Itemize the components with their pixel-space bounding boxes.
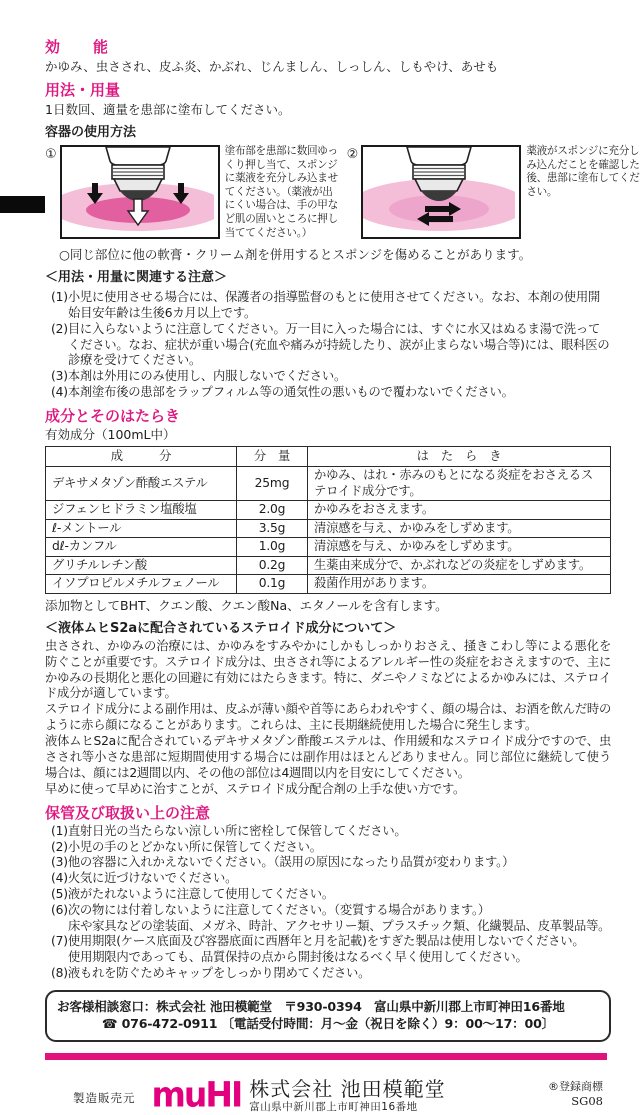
storage-item-sub: 使用期限内であっても、品質保持の点から開封後はなるべく早く使用してください。 <box>68 950 528 965</box>
ingredient-name: イソプロピルメチルフェノール <box>46 575 237 594</box>
ingredient-amount: 3.5g <box>237 519 308 538</box>
section-usage-precautions <box>45 269 611 401</box>
dosage-heading: 用法・用量 <box>45 81 121 99</box>
section-container-usage <box>45 124 640 263</box>
col-header-effect: は た ら き <box>308 446 611 467</box>
company-address: 富山県中新川郡上市町神田16番地 <box>249 1100 418 1113</box>
container-usage-steps <box>45 145 640 240</box>
storage-item: (8)液もれを防ぐためキャップをしっかり閉めてください。 <box>51 965 371 980</box>
section-ingredients <box>45 407 611 614</box>
applicator-apply-illustration <box>361 145 521 239</box>
table-row <box>46 538 611 557</box>
ingredient-name: グリチルレチン酸 <box>46 556 237 575</box>
registered-trademark-label: ®登録商標 <box>548 1079 603 1093</box>
dosage-body: 1日数回、適量を患部に塗布してください。 <box>45 102 291 117</box>
steroid-paragraph: 液体ムヒS2aに配合されているデキサメタゾン酢酸エステルは、作用緩和なステロイド成分ですので、虫さされ等小さな患部に短期間使用する場合には副作用はほとんどありません。同じ部位に継続して使う場合は、顔には2週間以内、その他の部位は4週間以内を目安にしてください。 <box>45 734 611 780</box>
step-1-number: ① <box>45 147 57 162</box>
col-header-ingredient: 成 分 <box>46 446 237 467</box>
ingredients-heading: 成分とそのはたらき <box>45 406 181 425</box>
storage-item: (4)火気に近づけないでください。 <box>51 871 238 886</box>
customer-service-line2: ☎ 076-472-0911 〔電話受付時間：月～金（祝日を除く）9：00～17：00〕 <box>101 1016 555 1032</box>
table-row <box>46 501 611 520</box>
seller-label: 製造販売元 <box>73 1090 136 1105</box>
ingredient-amount: 0.2g <box>237 556 308 575</box>
ingredient-effect: かゆみ、はれ・赤みのもとになる炎症をおさえるステロイド成分です。 <box>308 467 611 501</box>
pink-separator-bar <box>45 1053 607 1060</box>
step-1-caption: 塗布部を患部に数回ゆっくり押し当て、スポンジに薬液を充分しみ込ませてください。（薬液が出にくい場合は、手の甲など肌の固いところに押し当ててください。） <box>224 145 338 239</box>
ingredient-name: デキサメタゾン酢酸エステル <box>46 467 237 501</box>
storage-item: (2)小児の手のとどかない所に保管してください。 <box>51 839 322 854</box>
usage-step-2 <box>347 145 640 239</box>
ingredient-effect: かゆみをおさえます。 <box>308 501 611 520</box>
storage-item: (1)直射日光の当たらない涼しい所に密栓して保管してください。 <box>51 823 407 838</box>
section-dosage <box>45 81 611 118</box>
storage-item-sub: 床や家具などの塗装面、メガネ、時計、アクセサリー類、プラスチック類、化繊製品、皮革製品等。 <box>68 918 611 933</box>
ingredient-amount: 1.0g <box>237 538 308 557</box>
applicator-press-icon <box>62 147 214 233</box>
ingredients-table <box>45 446 611 594</box>
steroid-paragraph: 虫さされ、かゆみの治療には、かゆみをすみやかにしかもしっかりおさえ、掻きこわし等による悪化を防ぐことが重要です。ステロイド成分は、虫さされ等によるアレルギー性の炎症をおさえますので、主にかゆみの長期化と悪化の回避に有効にはたらきます。特に、ダニやノミなどによるかゆみには、ステロイド成分が適しています。 <box>45 638 611 701</box>
ingredient-amount: 2.0g <box>237 501 308 520</box>
ingredients-subtitle: 有効成分（100mL中） <box>45 426 176 442</box>
step-2-caption: 薬液がスポンジに充分しみ込んだことを確認した後、患部に塗布してください。 <box>526 145 640 198</box>
col-header-amount: 分 量 <box>237 446 308 467</box>
company-name: 株式会社 池田模範堂 <box>249 1076 446 1101</box>
steroid-paragraph: 早めに使って早めに治すことが、ステロイド成分配合剤の上手な使い方です。 <box>45 781 466 796</box>
section-efficacy <box>45 38 611 75</box>
container-usage-title: 容器の使用方法 <box>45 125 137 140</box>
storage-item: (3)他の容器に入れかえないでください。（誤用の原因になったり品質が変わります。） <box>51 855 515 870</box>
company-block <box>249 1078 445 1114</box>
usage-precautions-title: ＜用法・用量に関連する注意＞ <box>45 270 228 286</box>
trademark-block <box>548 1080 603 1109</box>
print-code: SG08 <box>571 1093 603 1108</box>
storage-heading: 保管及び取扱い上の注意 <box>45 803 211 822</box>
storage-list <box>51 824 611 982</box>
applicator-apply-icon <box>363 147 515 233</box>
table-header-row <box>46 446 611 467</box>
insert-content <box>45 38 640 1115</box>
usage-step-1 <box>45 145 347 240</box>
step-2-number: ② <box>346 147 359 162</box>
steroid-paragraph: ステロイド成分による副作用は、皮ふが薄い顔や首等にあらわれやすく、顔の場合は、お酒を飲んだ時のように赤ら顔になることがあります。これらは、主に長期継続使用した場合に発生します。 <box>45 702 611 733</box>
customer-service-line1: お客様相談窓口：株式会社 池田模範堂 〒930-0394 富山県中新川郡上市町神田16番地 <box>57 998 565 1014</box>
table-row <box>46 467 611 501</box>
steroid-info-title: ＜液体ムヒS2aに配合されているステロイド成分について＞ <box>45 620 397 636</box>
table-row <box>46 519 611 538</box>
storage-item: (7)使用期限(ケース底面及び容器底面に西暦年と月を記載)をすぎた製品は使用しないでください。 <box>51 934 585 949</box>
muhi-logo: muHI <box>151 1073 242 1115</box>
ingredient-amount: 25mg <box>237 467 308 501</box>
section-storage <box>45 804 611 982</box>
customer-service-box <box>45 990 611 1042</box>
section-steroid-info <box>45 620 611 798</box>
usage-precaution-item: (4)本剤塗布後の患部をラップフィルム等の通気性の悪いもので覆わないでください。 <box>51 384 514 399</box>
usage-precaution-item: (1)小児に使用させる場合には、保護者の指導監督のもとに使用させてください。なお、本剤の使用開始目安年齢は生後6カ月以上です。 <box>51 290 601 320</box>
ingredient-effect: 生薬由来成分で、かぶれなどの炎症をしずめます。 <box>308 556 611 575</box>
print-registration-mark <box>0 196 45 213</box>
efficacy-body: かゆみ、虫さされ、皮ふ炎、かぶれ、じんましん、しっしん、しもやけ、あせも <box>45 59 499 74</box>
ingredient-name: ℓ-メントール <box>46 519 237 538</box>
storage-item: (6)次の物には付着しないように注意してください。（変質する場合があります。） <box>51 902 491 917</box>
usage-precaution-item: (3)本剤は外用にのみ使用し、内服しないでください。 <box>51 369 347 384</box>
ingredient-effect: 清涼感を与え、かゆみをしずめます。 <box>308 519 611 538</box>
ingredient-amount: 0.1g <box>237 575 308 594</box>
storage-item: (5)液がたれないように注意して使用してください。 <box>51 886 334 901</box>
ingredient-name: dℓ-カンフル <box>46 538 237 557</box>
ingredient-effect: 清涼感を与え、かゆみをしずめます。 <box>308 538 611 557</box>
table-row <box>46 575 611 594</box>
additives-note: 添加物としてBHT、クエン酸、クエン酸Na、エタノールを含有します。 <box>45 597 448 613</box>
ingredient-name: ジフェンヒドラミン塩酸塩 <box>46 501 237 520</box>
efficacy-heading: 効 能 <box>45 38 110 56</box>
usage-precaution-item: (2)目に入らないように注意してください。万一目に入った場合には、すぐに水又はぬるま湯で洗ってください。なお、症状が重い場合(充血や痛みが持続したり、涙が止まらない場合等)には、眼科医の診療を受けてください。 <box>51 321 610 368</box>
footer <box>73 1073 611 1115</box>
usage-precautions-list <box>51 290 611 401</box>
container-usage-note: ○同じ部位に他の軟膏・クリーム剤を併用するとスポンジを傷めることがあります。 <box>59 247 532 263</box>
applicator-press-illustration <box>60 145 220 239</box>
table-row <box>46 556 611 575</box>
ingredient-effect: 殺菌作用があります。 <box>308 575 611 594</box>
